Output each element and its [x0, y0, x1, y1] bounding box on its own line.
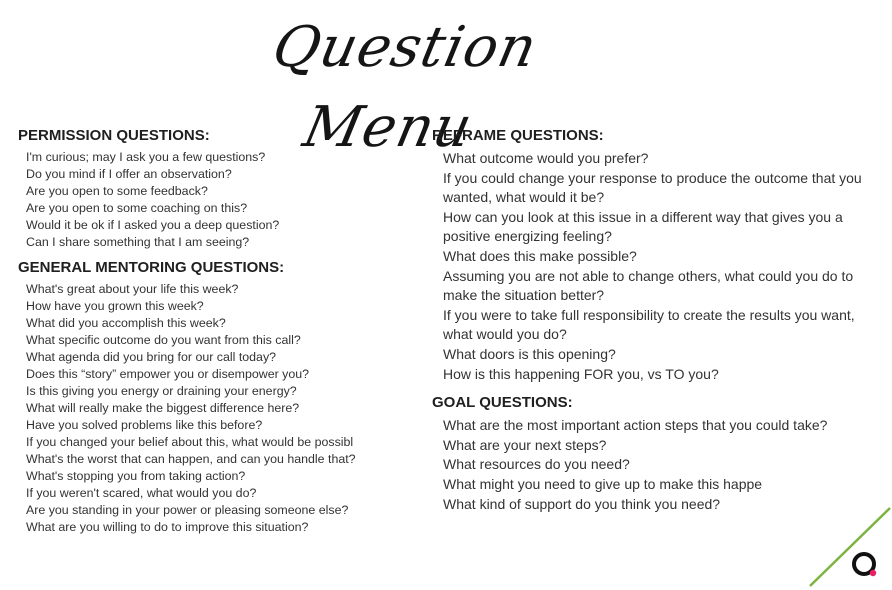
list-item: If you could change your response to produce the outcome that you wanted, what would it be? [443, 169, 862, 206]
list-item: Does this “story” empower you or disempower you? [26, 367, 310, 381]
permission-heading: PERMISSION QUESTIONS: [18, 127, 210, 144]
reframe-list [443, 149, 892, 384]
list-item: Assuming you are not able to change others, what could you do to make the situation better? [443, 267, 854, 304]
list-item: What are you willing to do to improve this situation? [26, 520, 309, 534]
list-item: What kind of support do you think you need? [443, 495, 721, 512]
list-item: What are the most important action steps that you could take? [443, 417, 828, 434]
list-item: What doors is this opening? [443, 345, 616, 362]
list-item: Would it be ok if I asked you a deep question? [26, 218, 280, 232]
logo-dot [870, 570, 876, 576]
list-item: If you changed your belief about this, what would be possibl [26, 435, 354, 449]
mentoring-list [26, 281, 416, 536]
list-item: What outcome would you prefer? [443, 150, 649, 166]
list-item: Do you mind if I offer an observation? [26, 167, 232, 181]
list-item: How have you grown this week? [26, 299, 204, 313]
list-item: What did you accomplish this week? [26, 316, 226, 330]
list-item: What will really make the biggest difference here? [26, 401, 300, 415]
list-item: If you were to take full responsibility to create the results you want, what would you do? [443, 306, 855, 343]
list-item: What are your next steps? [443, 436, 607, 453]
logo-accent-line [810, 508, 890, 586]
list-item: I'm curious; may I ask you a few questions? [26, 150, 266, 164]
list-item: If you weren't scared, what would you do? [26, 486, 257, 500]
list-item: Can I share something that I am seeing? [26, 235, 250, 249]
list-item: What might you need to give up to make this happe [443, 475, 763, 492]
list-item: What resources do you need? [443, 456, 630, 473]
list-item: Are you open to some coaching on this? [26, 201, 248, 215]
list-item: What specific outcome do you want from this call? [26, 333, 301, 347]
permission-list [26, 149, 416, 251]
right-column [432, 127, 892, 516]
list-item: How can you look at this issue in a different way that gives you a positive energizing feeling? [443, 208, 843, 245]
list-item: Have you solved problems like this before? [26, 418, 263, 432]
list-item: How is this happening FOR you, vs TO you? [443, 365, 719, 382]
list-item: What agenda did you bring for our call today? [26, 350, 277, 364]
page-title: Question Menu [267, 15, 544, 160]
list-item: What does this make possible? [443, 247, 637, 264]
mentoring-heading: GENERAL MENTORING QUESTIONS: [18, 259, 285, 276]
reframe-heading: REFRAME QUESTIONS: [432, 127, 604, 144]
list-item: What's the worst that can happen, and can you handle that? [26, 452, 356, 466]
list-item: What's stopping you from taking action? [26, 469, 246, 483]
left-column [18, 127, 416, 538]
list-item: Is this giving you energy or draining your energy? [26, 384, 297, 398]
list-item: What's great about your life this week? [26, 282, 239, 296]
circle-q-logo-icon [800, 500, 892, 590]
goal-heading: GOAL QUESTIONS: [432, 394, 573, 412]
list-item: Are you open to some feedback? [26, 184, 208, 198]
list-item: Are you standing in your power or pleasing someone else? [26, 503, 349, 517]
